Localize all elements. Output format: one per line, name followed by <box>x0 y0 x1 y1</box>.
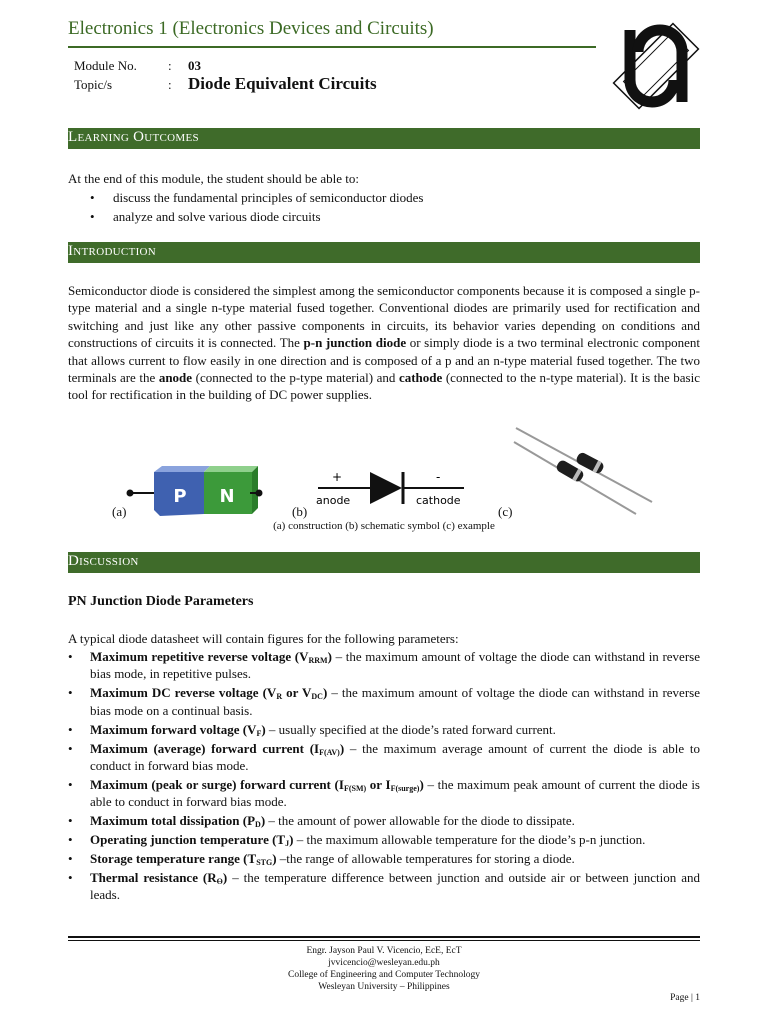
section-title: Discussion <box>68 553 139 569</box>
param-name: Maximum total dissipation (P <box>90 813 256 829</box>
param-name: Maximum DC reverse voltage (V <box>90 685 277 701</box>
parameters-list <box>68 648 700 905</box>
list-item <box>68 740 700 775</box>
list-item: • discuss the fundamental principles of semiconductor diodes <box>68 188 688 207</box>
param-name: Maximum (average) forward current (I <box>90 740 320 756</box>
cathode-label: cathode <box>416 494 461 507</box>
footer-email: jvvicencio@wesleyan.edu.ph <box>328 958 440 968</box>
list-item <box>68 776 700 811</box>
topic-label: Topic/s <box>74 77 113 92</box>
param-name-alt: or V <box>282 685 312 701</box>
param-paren: ) <box>260 813 266 829</box>
param-subscript: Ɵ <box>216 876 223 886</box>
param-description: – the maximum allowable temperature for the diode’s p-n junction. <box>293 832 646 848</box>
param-subscript: F <box>256 728 262 738</box>
param-name: Thermal resistance (R <box>90 869 217 885</box>
param-subscript: F(surge) <box>390 783 420 793</box>
university-logo <box>608 10 704 122</box>
param-subscript: RRM <box>308 656 328 665</box>
list-item <box>68 812 700 829</box>
footer-author: Engr. Jayson Paul V. Vicencio, EcE, EcT <box>306 946 462 956</box>
footer-rule-thin <box>68 940 700 941</box>
intro-bold-term: cathode <box>398 370 443 386</box>
learning-outcomes-list <box>68 188 688 226</box>
section-introduction <box>68 242 700 263</box>
figure-label-a: (a) <box>112 504 127 519</box>
section-title: Introduction <box>68 243 157 259</box>
parameters-intro: A typical diode datasheet will contain figures for the following parameters: <box>68 631 459 646</box>
param-name-alt: or I <box>366 776 391 792</box>
param-paren: ) <box>261 721 266 737</box>
param-description: – the maximum amount of voltage the diode can withstand in reverse bias mode on a continual basis. <box>90 685 700 718</box>
list-item <box>68 721 700 738</box>
param-paren: ) <box>339 740 345 756</box>
param-paren: ) <box>327 649 332 664</box>
figure-label-b: (b) <box>292 504 308 519</box>
pn-construction-figure <box>124 466 264 522</box>
page-number: Page | 1 <box>670 993 700 1003</box>
param-paren: ) <box>272 850 277 866</box>
n-region-label: N <box>219 486 235 507</box>
learning-outcomes-lead: At the end of this module, the student should be able to: <box>68 171 360 186</box>
param-subscript: R <box>276 692 283 702</box>
param-name: Maximum (peak or surge) forward current (I <box>90 776 344 792</box>
param-description: – the maximum amount of voltage the diode can withstand in reverse bias mode, in repetitive pulses. <box>90 649 700 682</box>
param-description: – the maximum average amount of current the diode is able to conduct in forward bias mode. <box>90 740 700 773</box>
param-description: –the range of allowable temperatures for storing a diode. <box>276 850 575 866</box>
module-number: 03 <box>188 58 201 73</box>
param-subscript: F(SM) <box>343 783 367 793</box>
list-item <box>68 869 700 904</box>
param-description: – the temperature difference between junction and outside air or between junction and leads. <box>90 869 701 903</box>
param-subscript: D <box>255 820 261 830</box>
section-discussion <box>68 552 700 573</box>
list-item <box>68 684 700 719</box>
param-subscript: STG <box>256 857 273 867</box>
param-paren: ) <box>289 832 294 848</box>
param-subscript: J <box>285 839 290 849</box>
param-subscript: F(AV) <box>319 747 340 757</box>
intro-bold-term: p-n junction diode <box>303 335 407 351</box>
course-title: Electronics 1 (Electronics Devices and Circuits) <box>68 18 434 39</box>
footer-college: College of Engineering and Computer Technology <box>287 970 481 980</box>
subsection-heading: PN Junction Diode Parameters <box>68 594 254 609</box>
param-paren: ) <box>419 776 424 792</box>
plus-sign: + <box>332 470 343 484</box>
intro-text: Semiconductor diode is considered the simplest among the semiconductor components because it is composed a single p-type material and a single n-type material fused together. Conventional diodes are primarily used for rectification and switching and just like any other passive components in circuits, its behavior varies depending on conditions and constructions of circuits it is connected. The <box>68 283 700 351</box>
intro-text: (connected to the p-type material) and <box>192 370 399 386</box>
param-description: – the maximum peak amount of current the diode is able to conduct in forward bias mode. <box>90 776 700 810</box>
anode-label: anode <box>316 494 351 507</box>
minus-sign: - <box>436 470 441 484</box>
figure-caption: (a) construction (b) schematic symbol (c) example <box>273 520 495 532</box>
diode-schematic-symbol <box>312 468 472 512</box>
param-paren: ) <box>222 869 228 885</box>
introduction-paragraph <box>68 282 700 404</box>
intro-text: or simply diode is a two terminal electronic component that allows current to flow easily in one direction and is composed of a p and an n-type material fused together. The two terminals are the <box>68 335 700 386</box>
list-item: • analyze and solve various diode circuits <box>68 207 688 226</box>
p-region-label: P <box>173 486 187 507</box>
module-colon: : <box>168 58 172 73</box>
module-label: Module No. <box>74 58 137 73</box>
intro-text: (connected to the n-type material). It is the basic tool for rectification in the building of DC power supplies. <box>68 370 700 403</box>
param-name: Maximum repetitive reverse voltage (V <box>90 649 309 664</box>
param-subscript: DC <box>311 692 323 702</box>
header-rule <box>68 46 596 48</box>
section-learning-outcomes <box>68 128 700 149</box>
figure-label-c: (c) <box>498 504 513 519</box>
param-name: Maximum forward voltage (V <box>90 721 257 737</box>
param-description: – usually specified at the diode’s rated forward current. <box>265 721 556 737</box>
terminal-dot-icon <box>250 486 266 500</box>
list-item <box>68 850 700 867</box>
list-item <box>68 831 700 848</box>
intro-bold-term: anode <box>158 370 193 386</box>
list-item <box>68 648 700 683</box>
footer-university: Wesleyan University – Philippines <box>318 982 450 992</box>
param-description: – the amount of power allowable for the diode to dissipate. <box>265 813 575 829</box>
param-name: Operating junction temperature (T <box>90 832 286 848</box>
section-title: Learning Outcomes <box>68 129 199 145</box>
param-name: Storage temperature range (T <box>90 850 257 866</box>
topic-title: Diode Equivalent Circuits <box>188 74 377 93</box>
topic-colon: : <box>168 77 172 92</box>
param-paren: ) <box>322 685 328 701</box>
footer-rule <box>68 936 700 938</box>
diode-photo-example <box>510 424 660 518</box>
